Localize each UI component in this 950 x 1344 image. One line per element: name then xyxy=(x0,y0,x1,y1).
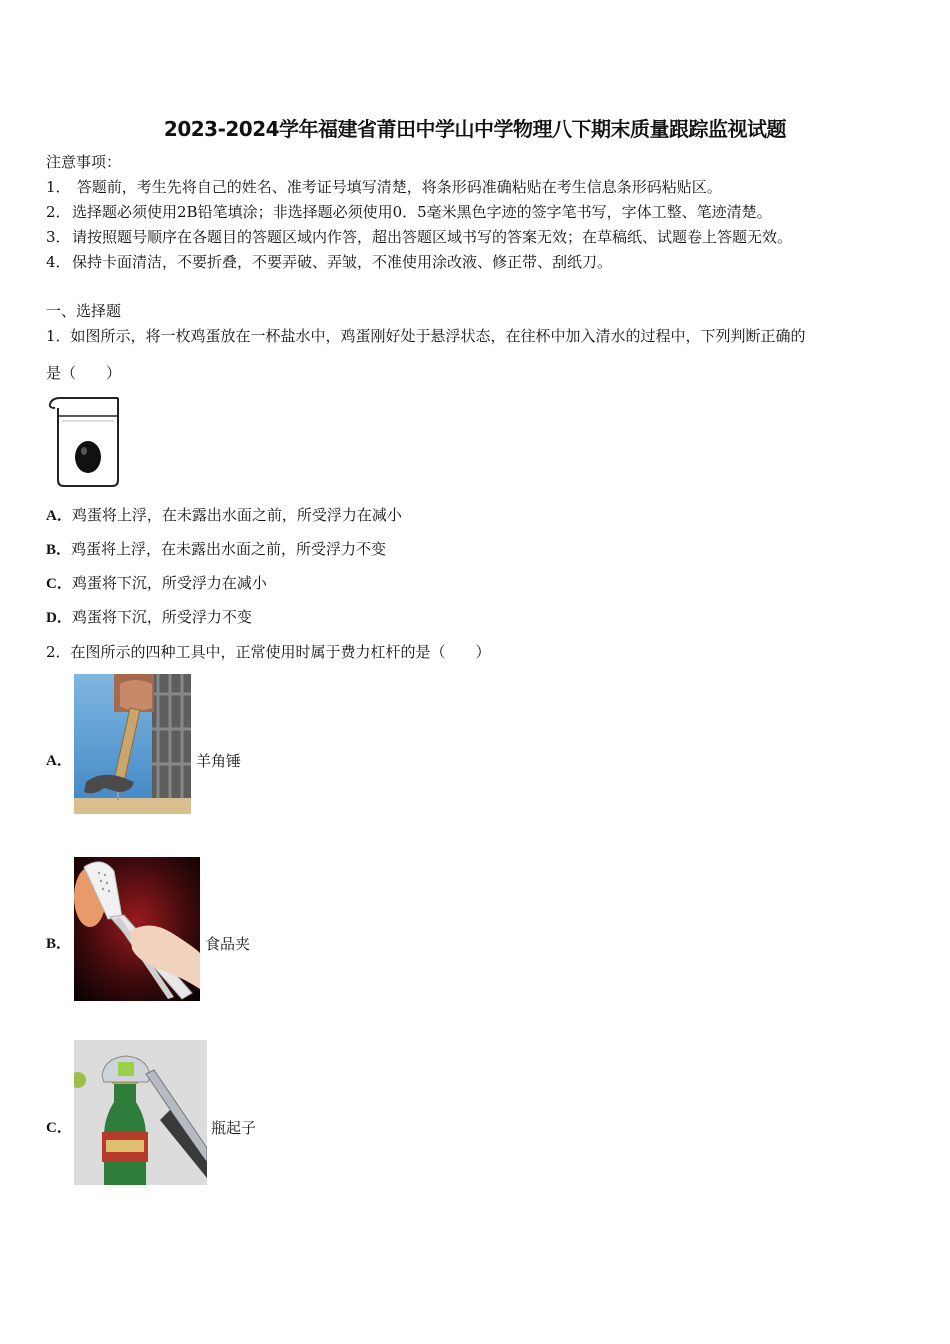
option-b[interactable] xyxy=(46,933,71,954)
question-1-stem: 1．如图所示，将一枚鸡蛋放在一杯盐水中，鸡蛋刚好处于悬浮状态，在往杯中加入清水的过程中，下列判断正确的 xyxy=(46,327,806,345)
question-2-stem: 2．在图所示的四种工具中，正常使用时属于费力杠杆的是（ ） xyxy=(46,643,491,661)
option-text: 鸡蛋将上浮，在未露出水面之前，所受浮力在减小 xyxy=(71,506,402,524)
option-label: 羊角锤 xyxy=(196,752,242,770)
option-letter: C． xyxy=(46,576,72,592)
option-c[interactable] xyxy=(46,573,267,594)
notice-item xyxy=(46,227,792,247)
notice-item-text: 答题前，考生先将自己的姓名、准考证号填写清楚，将条形码准确粘贴在考生信息条形码粘贴区。 xyxy=(72,178,722,196)
option-label: 瓶起子 xyxy=(211,1119,257,1137)
option-letter: B． xyxy=(46,936,72,952)
notice-item-number: 2． xyxy=(46,203,71,221)
section-heading: 一、选择题 xyxy=(46,302,122,320)
option-c[interactable] xyxy=(46,1117,72,1138)
notice-item-text: 选择题必须使用2B铅笔填涂；非选择题必须使用0．5毫米黑色字迹的签字笔书写，字体工整、笔迹清楚。 xyxy=(72,203,772,221)
bottle-opener-photo xyxy=(74,1040,207,1185)
bottle-opener-illustration xyxy=(74,1040,207,1185)
notice-item xyxy=(46,252,612,272)
hammer-photo xyxy=(74,674,191,814)
option-a[interactable] xyxy=(46,505,402,526)
notice-heading: 注意事项： xyxy=(46,153,122,171)
notice-item-text: 请按照题号顺序在各题目的答题区域内作答，超出答题区域书写的答案无效；在草稿纸、试题卷上答题无效。 xyxy=(72,228,793,246)
notice-item-number: 3． xyxy=(46,228,71,246)
option-letter: D． xyxy=(46,610,72,626)
option-letter: A． xyxy=(46,753,72,769)
option-b[interactable] xyxy=(46,539,386,560)
option-a[interactable] xyxy=(46,750,72,771)
option-letter: A． xyxy=(46,508,72,524)
food-tongs-illustration xyxy=(74,857,200,1001)
option-letter: C． xyxy=(46,1120,72,1136)
option-label: 食品夹 xyxy=(205,935,251,953)
page-title: 2023-2024学年福建省莆田中学山中学物理八下期末质量跟踪监视试题 xyxy=(163,117,787,141)
option-text: 鸡蛋将上浮，在未露出水面之前，所受浮力不变 xyxy=(71,540,387,558)
option-letter: B． xyxy=(46,542,72,558)
notice-item xyxy=(46,202,772,222)
notice-item-text: 保持卡面清洁，不要折叠，不要弄破、弄皱，不准使用涂改液、修正带、刮纸刀。 xyxy=(72,253,613,271)
notice-item xyxy=(46,177,722,197)
question-1-stem-cont: 是（ ） xyxy=(46,364,122,382)
food-tongs-photo xyxy=(74,857,200,1001)
option-text: 鸡蛋将下沉，所受浮力不变 xyxy=(71,608,252,626)
beaker-egg-illustration xyxy=(46,394,124,490)
option-d[interactable] xyxy=(46,607,252,628)
notice-item-number: 4． xyxy=(46,253,71,271)
notice-item-number: 1． xyxy=(46,178,71,196)
option-text: 鸡蛋将下沉，所受浮力在减小 xyxy=(71,574,267,592)
hammer-illustration xyxy=(74,674,191,814)
beaker-egg-figure xyxy=(46,394,124,490)
